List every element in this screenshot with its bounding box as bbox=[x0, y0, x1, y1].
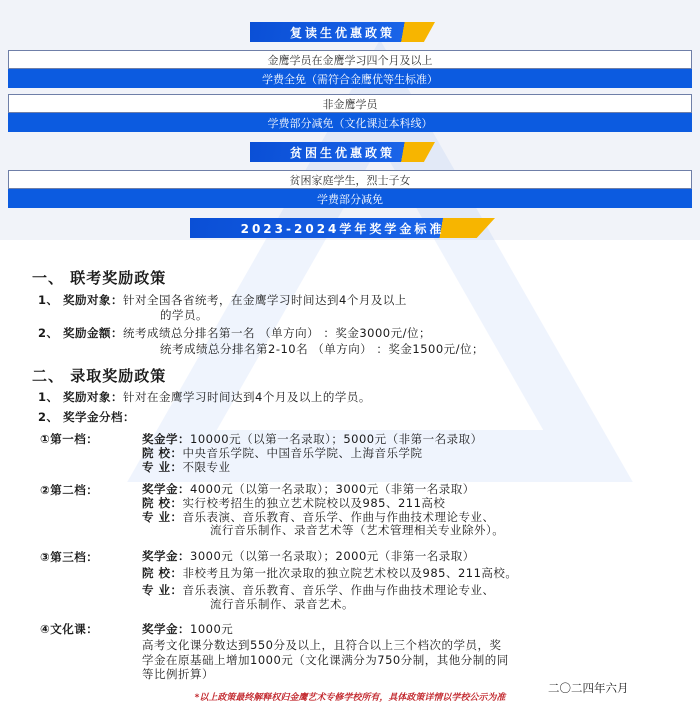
issue-date: 二〇二四年六月 bbox=[548, 681, 629, 695]
award-amount-line-2: 统考成绩总分排名第2-10名 （单方向） ：奖金1500元/位； bbox=[160, 342, 485, 356]
tier-3-majors-cont: 流行音乐制作、录音艺术。 bbox=[210, 597, 354, 611]
tier-3-majors: 专 业：音乐表演、音乐教育、音乐学、作曲与作曲技术理论专业、 bbox=[142, 583, 495, 597]
tier-2-schools: 院 校：实行校考招生的独立艺术院校以及985、211高校 bbox=[142, 496, 446, 510]
tier-3-schools: 院 校：非校考且为第一批次录取的独立院艺术校以及985、211高校。 bbox=[142, 566, 518, 580]
tier-4-desc-3: 等比例折算） bbox=[142, 667, 214, 681]
policy-row: 学费部分减免 bbox=[8, 189, 692, 208]
poverty-student-banner: 贫困生优惠政策 bbox=[250, 142, 435, 162]
tier-4-name: ④文化课： bbox=[40, 622, 99, 636]
repeat-student-banner: 复读生优惠政策 bbox=[250, 22, 435, 42]
policy-row: 贫困家庭学生，烈士子女 bbox=[8, 170, 692, 189]
scholarship-standard-banner: 2023-2024学年奖学金标准 bbox=[190, 218, 495, 238]
award-target-line: 1、 奖励对象：针对全国各省统考，在金鹰学习时间达到4个月及以上 bbox=[38, 293, 407, 307]
policy-row: 金鹰学员在金鹰学习四个月及以上 bbox=[8, 50, 692, 69]
tier-2-majors-cont: 流行音乐制作、录音艺术等（艺术管理相关专业除外）。 bbox=[210, 523, 505, 537]
tier-1-amount: 奖金学：10000元（以第一名录取）；5000元（非第一名录取） bbox=[142, 432, 483, 446]
award-target-line-cont: 的学员。 bbox=[160, 308, 208, 322]
tier-4-desc-2: 学金在原基础上增加1000元（文化课满分为750分制，其他分制的同 bbox=[142, 653, 509, 667]
award-amount-line: 2、 奖励金额：统考成绩总分排名第一名 （单方向） ：奖金3000元/位； bbox=[38, 326, 431, 340]
award-target-line: 1、 奖励对象：针对在金鹰学习时间达到4个月及以上的学员。 bbox=[38, 390, 371, 404]
tier-3-name: ③第三档： bbox=[40, 550, 99, 564]
tier-2-majors: 专 业：音乐表演、音乐教育、音乐学、作曲与作曲技术理论专业、 bbox=[142, 510, 495, 524]
tier-heading: 2、 奖学金分档： bbox=[38, 410, 136, 424]
tier-2-amount: 奖学金：4000元（以第一名录取）；3000元（非第一名录取） bbox=[142, 482, 475, 496]
policy-row: 学费部分减免（文化课过本科线） bbox=[8, 113, 692, 132]
policy-row: 非金鹰学员 bbox=[8, 94, 692, 113]
tier-4-desc-1: 高考文化课分数达到550分及以上，且符合以上三个档次的学员，奖 bbox=[142, 638, 502, 652]
tier-4-amount: 奖学金：1000元 bbox=[142, 622, 234, 636]
tier-1-majors: 专 业：不限专业 bbox=[142, 460, 231, 474]
section-title: 一、 联考奖励政策 bbox=[32, 269, 167, 287]
section-title: 二、 录取奖励政策 bbox=[32, 367, 167, 385]
policy-row: 学费全免（需符合金鹰优等生标准） bbox=[8, 69, 692, 88]
tier-3-amount: 奖学金：3000元（以第一名录取）；2000元（非第一名录取） bbox=[142, 549, 475, 563]
disclaimer-footnote: *以上政策最终解释权归金鹰艺术专修学校所有，具体政策详情以学校公示为准 bbox=[194, 693, 506, 703]
tier-2-name: ②第二档： bbox=[40, 483, 99, 497]
tier-1-schools: 院 校：中央音乐学院、中国音乐学院、上海音乐学院 bbox=[142, 446, 423, 460]
tier-1-name: ①第一档： bbox=[40, 432, 99, 446]
